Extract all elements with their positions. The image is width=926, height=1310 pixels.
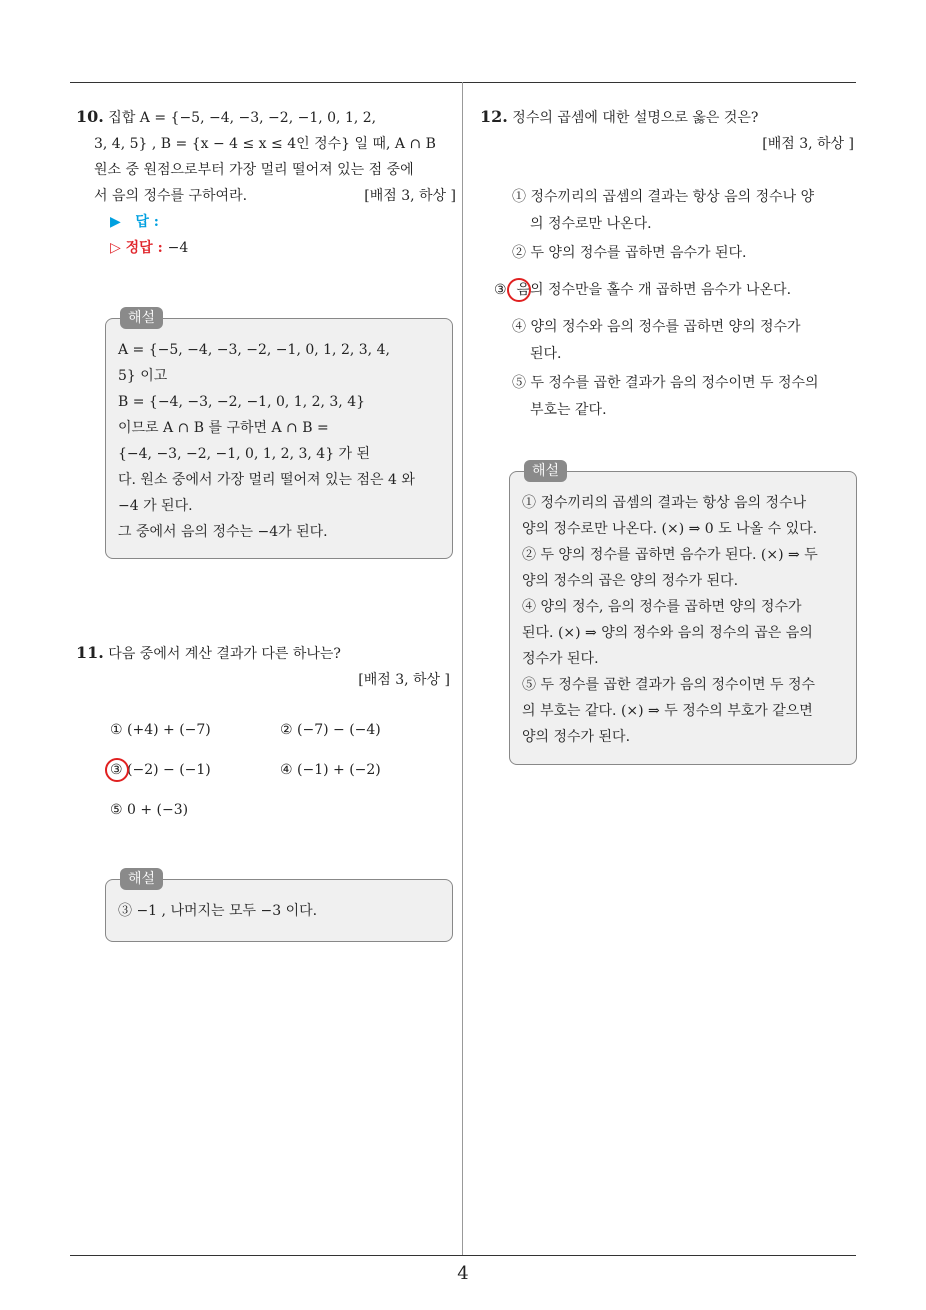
question-11: [76, 640, 450, 693]
q12-explain-line: 양의 정수가 된다.: [522, 729, 631, 745]
q10-explain-line: 그 중에서 음의 정수는 −4가 된다.: [118, 524, 328, 540]
q11-explain-tag: 해설: [120, 868, 163, 890]
q10-explain-line: B = {−4, −3, −2, −1, 0, 1, 2, 3, 4}: [118, 394, 366, 410]
triangle-outline-icon: ▷: [110, 240, 121, 256]
q12-explain-line: ② 두 양의 정수를 곱하면 음수가 된다. (×) ⇒ 두: [522, 547, 818, 563]
q12-choice-3[interactable]: ③ 음의 정수만을 홀수 개 곱하면 음수가 나온다.: [494, 277, 852, 304]
q12-explain-line: 의 부호는 같다. (×) ⇒ 두 정수의 부호가 같으면: [522, 703, 813, 719]
q10-correct-value: −4: [167, 240, 189, 256]
bottom-rule: [70, 1255, 856, 1256]
q10-score: [배점 3, 하상 ]: [364, 188, 456, 204]
question-12: [480, 104, 854, 157]
q11-choice-row: [110, 717, 450, 743]
q11-stem: 11. 다음 중에서 계산 결과가 다른 하나는?: [76, 643, 341, 662]
q10-explain-line: −4 가 된다.: [118, 498, 193, 514]
q11-choice-5[interactable]: ⑤ 0 + (−3): [110, 802, 189, 818]
q12-explanation-box: [509, 463, 857, 765]
q11-explanation-box: [105, 871, 453, 942]
q12-explain-line: 정수가 된다.: [522, 651, 599, 667]
q12-stem: 12. 정수의 곱셈에 대한 설명으로 옳은 것은?: [480, 107, 759, 126]
q11-choice-1[interactable]: ① (+4) + (−7): [110, 722, 211, 738]
q12-choice-2[interactable]: ② 두 양의 정수를 곱하면 음수가 된다.: [512, 245, 747, 261]
q10-explain-line: A = {−5, −4, −3, −2, −1, 0, 1, 2, 3, 4,: [118, 342, 390, 358]
q10-number: 10.: [76, 107, 104, 126]
q11-score: [배점 3, 하상 ]: [358, 672, 450, 688]
q12-explain-line: 양의 정수의 곱은 양의 정수가 된다.: [522, 573, 739, 589]
q11-choice-row: [110, 757, 450, 783]
red-circle-mark-icon: [507, 278, 531, 302]
column-divider: [462, 82, 463, 1255]
q12-explain-line: ① 정수끼리의 곱셈의 결과는 항상 음의 정수나: [522, 495, 807, 511]
q11-choices: [110, 717, 450, 823]
q11-explain-text: ③ −1 , 나머지는 모두 −3 이다.: [118, 903, 318, 919]
q10-line-3: 원소 중 원점으로부터 가장 멀리 떨어져 있는 점 중에: [94, 162, 414, 178]
top-rule: [70, 82, 856, 83]
q12-explain-line: 된다. (×) ⇒ 양의 정수와 음의 정수의 곱은 음의: [522, 625, 813, 641]
q10-correct-row: [76, 235, 456, 261]
play-icon: ▶: [110, 214, 121, 230]
q11-choice-2[interactable]: ② (−7) − (−4): [280, 722, 381, 738]
q10-line-4: 서 음의 정수를 구하여라. [배점 3, 하상 ]: [76, 183, 456, 209]
q10-explanation-box: [105, 310, 453, 559]
q12-number: 12.: [480, 107, 508, 126]
red-circle-mark-icon: [105, 758, 129, 782]
q11-number: 11.: [76, 643, 104, 662]
page-number: 4: [457, 1263, 469, 1284]
q10-explain-line: 이므로 A ∩ B 를 구하면 A ∩ B =: [118, 420, 329, 436]
q12-choice-4[interactable]: ④ 양의 정수와 음의 정수를 곱하면 양의 정수가 된다.: [512, 319, 801, 362]
q10-explain-tag: 해설: [120, 307, 163, 329]
q12-choice-5[interactable]: ⑤ 두 정수를 곱한 결과가 음의 정수이면 두 정수의 부호는 같다.: [512, 375, 819, 418]
q10-explain-line: 5} 이고: [118, 368, 168, 384]
q12-explain-line: ⑤ 두 정수를 곱한 결과가 음의 정수이면 두 정수: [522, 677, 816, 693]
q11-choice-4[interactable]: ④ (−1) + (−2): [280, 762, 381, 778]
q11-choice-row: [110, 797, 450, 823]
q12-choice-1[interactable]: ① 정수끼리의 곱셈의 결과는 항상 음의 정수나 양 의 정수로만 나온다.: [512, 189, 815, 232]
q12-choices: [494, 184, 852, 426]
q12-explain-line: ④ 양의 정수, 음의 정수를 곱하면 양의 정수가: [522, 599, 802, 615]
q10-correct-label: 정답 :: [125, 240, 163, 256]
q10-line-2: 3, 4, 5} , B = {x − 4 ≤ x ≤ 4인 정수} 일 때, A ∩ B: [94, 136, 436, 152]
q10-line-1: 10. 집합 A = {−5, −4, −3, −2, −1, 0, 1, 2,: [76, 107, 377, 126]
q11-choice-3[interactable]: ③ (−2) − (−1): [110, 757, 280, 783]
q10-answer-label: 답 :: [135, 214, 159, 230]
q12-explain-line: 양의 정수로만 나온다. (×) ⇒ 0 도 나올 수 있다.: [522, 521, 818, 537]
q10-answer-row: [76, 209, 456, 235]
q10-explain-line: {−4, −3, −2, −1, 0, 1, 2, 3, 4} 가 된: [118, 446, 371, 462]
question-10: [76, 104, 456, 261]
q12-explain-tag: 해설: [524, 460, 567, 482]
q12-score: [배점 3, 하상 ]: [762, 136, 854, 152]
q10-explain-line: 다. 원소 중에서 가장 멀리 떨어져 있는 점은 4 와: [118, 472, 415, 488]
